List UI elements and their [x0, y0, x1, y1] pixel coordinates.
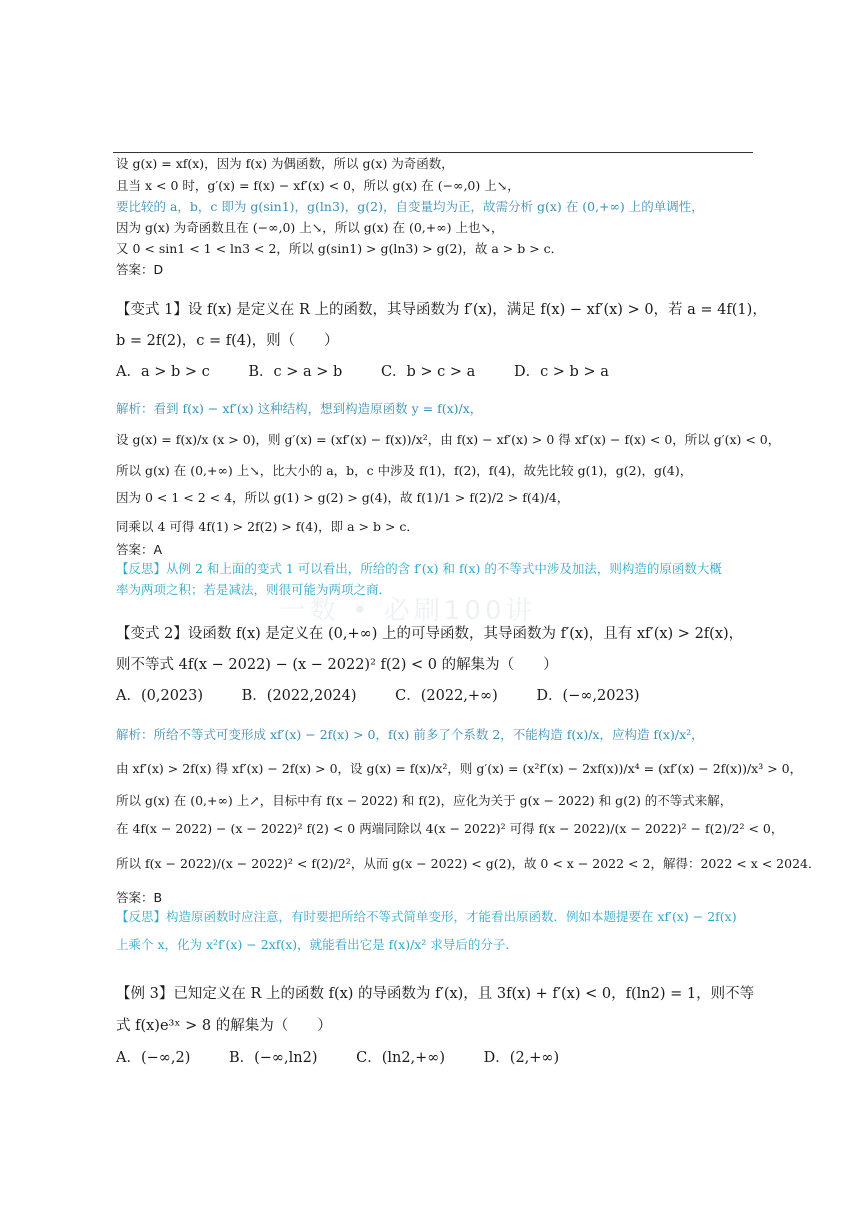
option-c: C．(2022,+∞): [395, 688, 498, 704]
answer-label: 答案：A: [116, 542, 163, 557]
variant2-solution: 在 4f(x − 2022) − (x − 2022)² f(2) < 0 两端同除以 4(x − 2022)² 可得 f(x − 2022)/(x − 2022)² − f(2)/2² < 0，: [116, 821, 784, 836]
solution-line: 要比较的 a，b，c 即为 g(sin1)，g(ln3)，g(2)，自变量均为正，故需分析 g(x) 在 (0,+∞) 上的单调性，: [116, 199, 704, 214]
reflection-text: 【反思】从例 2 和上面的变式 1 可以看出，所给的含 f′(x) 和 f(x) 的不等式中涉及加法，则构造的原函数大概: [116, 561, 722, 576]
variant2-solution: 所以 g(x) 在 (0,+∞) 上↗，目标中有 f(x − 2022) 和 f(2)，应化为关于 g(x − 2022) 和 g(2) 的不等式来解，: [116, 793, 733, 808]
option-a: A．(0,2023): [116, 688, 204, 704]
answer-label: 答案：D: [116, 262, 164, 277]
solution-line: 又 0 < sin1 < 1 < ln3 < 2，所以 g(sin1) > g(ln3) > g(2)，故 a > b > c．: [116, 241, 564, 256]
variant1-options: [116, 365, 643, 380]
solution-line: 因为 g(x) 为奇函数且在 (−∞,0) 上↘，所以 g(x) 在 (0,+∞) 上也↘，: [116, 220, 504, 235]
variant1-solution: 所以 g(x) 在 (0,+∞) 上↘，比大小的 a，b，c 中涉及 f(1)，f(2)，f(4)，故先比较 g(1)，g(2)，g(4)，: [116, 463, 693, 478]
reflection-text: 【反思】构造原函数时应注意，有时要把所给不等式简单变形，才能看出原函数．例如本题提要在 xf′(x) − 2f(x): [116, 909, 737, 924]
variant2-solution: 由 xf′(x) > 2f(x) 得 xf′(x) − 2f(x) > 0，设 g(x) = f(x)/x²，则 g′(x) = (x²f′(x) − 2xf(x))/x⁴ = (xf′(x) − 2f(x))/x³ > 0，: [116, 761, 803, 776]
option-d: D．(2,+∞): [483, 1050, 560, 1066]
example3-question: 式 f(x)e³ˣ > 8 的解集为（ ）: [116, 1018, 332, 1034]
header-rule: [113, 152, 753, 153]
option-c: C．b > c > a: [380, 364, 476, 380]
option-d: D．(−∞,2023): [536, 688, 640, 704]
variant1-solution: 同乘以 4 可得 4f(1) > 2f(2) > f(4)，即 a > b > c．: [116, 519, 419, 534]
variant2-question: 则不等式 4f(x − 2022) − (x − 2022)² f(2) < 0 的解集为（ ）: [116, 657, 558, 673]
option-d: D．c > b > a: [513, 364, 609, 380]
option-b: B．c > a > b: [248, 364, 343, 380]
variant1-question: 【变式 1】设 f(x) 是定义在 R 上的函数，其导函数为 f′(x)，满足 f(x) − xf′(x) > 0，若 a = 4f(1)，: [116, 302, 767, 318]
reflection-text: 上乘个 x，化为 x²f′(x) − 2xf(x)，就能看出它是 f(x)/x² 求导后的分子．: [116, 937, 518, 952]
example3-options: [116, 1051, 593, 1066]
variant1-solution: 因为 0 < 1 < 2 < 4，所以 g(1) > g(2) > g(4)，故 f(1)/1 > f(2)/2 > f(4)/4，: [116, 490, 570, 505]
variant2-options: [116, 689, 674, 704]
option-c: C．(ln2,+∞): [356, 1050, 446, 1066]
variant1-solution: 解析：看到 f(x) − xf′(x) 这种结构，想到构造原函数 y = f(x)/x，: [116, 401, 483, 416]
variant2-solution: 解析：所给不等式可变形成 xf′(x) − 2f(x) > 0，f(x) 前多了个系数 2，不能构造 f(x)/x，应构造 f(x)/x²，: [116, 727, 704, 742]
variant2-question: 【变式 2】设函数 f(x) 是定义在 (0,+∞) 上的可导函数，其导函数为 f′(x)，且有 xf′(x) > 2f(x)，: [116, 626, 744, 642]
option-b: B．(−∞,ln2): [228, 1050, 318, 1066]
option-b: B．(2022,2024): [241, 688, 357, 704]
variant2-solution: 所以 f(x − 2022)/(x − 2022)² < f(2)/2²，从而 g(x − 2022) < g(2)，故 0 < x − 2022 < 2，解得：2022 < x < 2024．: [116, 856, 821, 871]
reflection-text: 率为两项之积；若是减法，则很可能为两项之商．: [116, 582, 392, 597]
example3-question: 【例 3】已知定义在 R 上的函数 f(x) 的导函数为 f′(x)，且 3f(x) + f′(x) < 0，f(ln2) = 1，则不等: [116, 986, 755, 1002]
option-a: A．a > b > c: [116, 364, 210, 380]
solution-line: 设 g(x) = xf(x)，因为 f(x) 为偶函数，所以 g(x) 为奇函数，: [116, 156, 454, 171]
variant1-question: b = 2f(2)，c = f(4)，则（ ）: [116, 333, 339, 349]
solution-line: 且当 x < 0 时，g′(x) = f(x) − xf′(x) < 0，所以 g(x) 在 (−∞,0) 上↘，: [116, 178, 520, 193]
watermark: 一数 • 必刷100讲: [280, 596, 536, 626]
option-a: A．(−∞,2): [116, 1050, 191, 1066]
variant1-solution: 设 g(x) = f(x)/x (x > 0)，则 g′(x) = (xf′(x) − f(x))/x²，由 f(x) − xf′(x) > 0 得 xf′(x) − f(x) < 0，所以 g′(x) < 0，: [116, 432, 781, 447]
answer-label: 答案：B: [116, 890, 163, 905]
